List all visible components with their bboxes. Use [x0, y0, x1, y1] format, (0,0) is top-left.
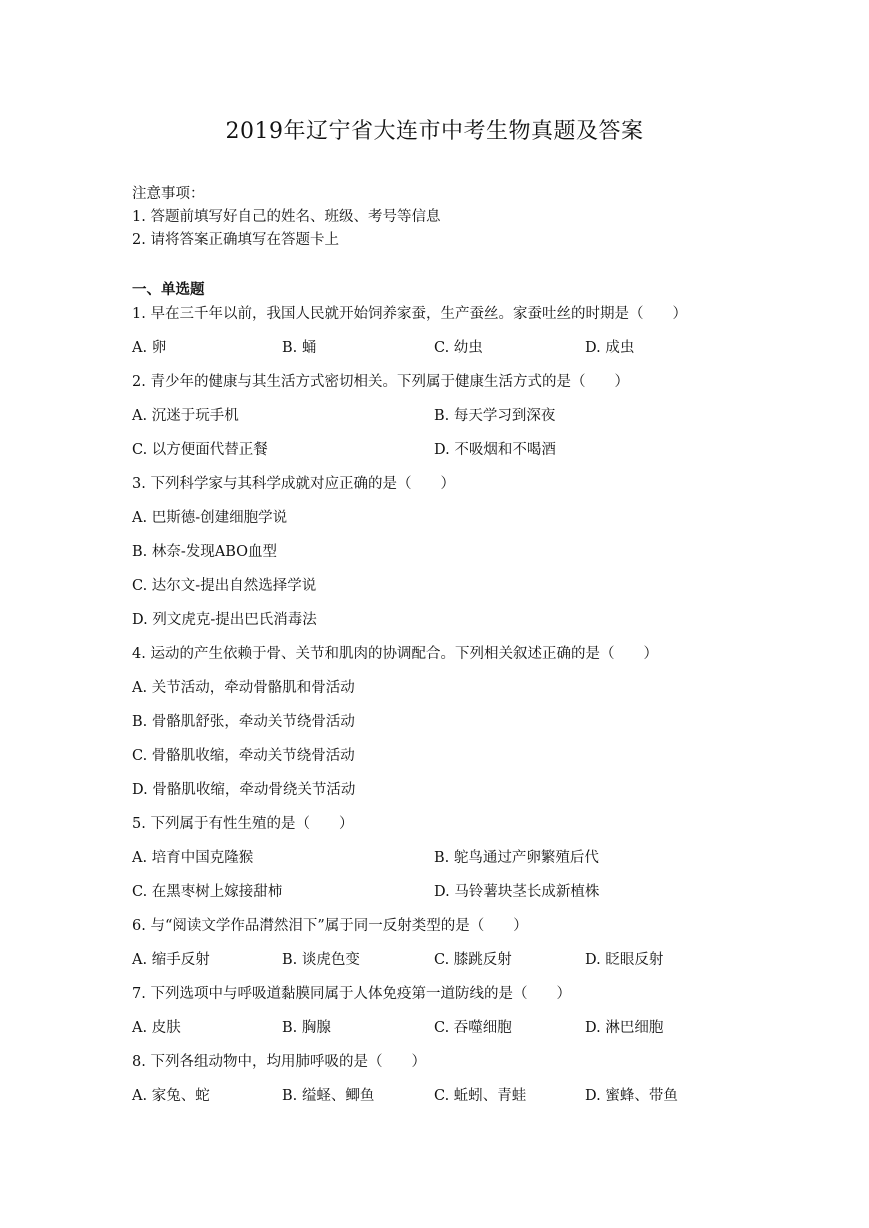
question-4-option-c: C. 骨骼肌收缩，牵动关节绕骨活动	[132, 748, 355, 764]
question-1-option-b: B. 蛹	[282, 340, 317, 356]
question-7-option-d: D. 淋巴细胞	[585, 1020, 664, 1036]
page-title: 2019年辽宁省大连市中考生物真题及答案	[225, 119, 644, 144]
question-1-option-d: D. 成虫	[585, 340, 635, 356]
question-1-stem: 1. 早在三千年以前，我国人民就开始饲养家蚕，生产蚕丝。家蚕吐丝的时期是（ ）	[132, 306, 687, 322]
question-7-stem: 7. 下列选项中与呼吸道黏膜同属于人体免疫第一道防线的是（ ）	[132, 986, 571, 1002]
question-5-options-row-2	[132, 881, 752, 915]
section-heading: 一、单选题	[132, 282, 205, 298]
question-4-stem: 4. 运动的产生依赖于骨、关节和肌肉的协调配合。下列相关叙述正确的是（ ）	[132, 646, 658, 662]
question-6-option-a: A. 缩手反射	[132, 952, 210, 968]
question-8-option-c: C. 蚯蚓、青蛙	[434, 1088, 527, 1104]
question-3-option-d: D. 列文虎克-提出巴氏消毒法	[132, 612, 317, 628]
question-1-options	[132, 337, 752, 371]
question-6-option-d: D. 眨眼反射	[585, 952, 664, 968]
question-2-option-a: A. 沉迷于玩手机	[132, 408, 239, 424]
notice-heading: 注意事项：	[132, 186, 205, 202]
question-3-stem: 3. 下列科学家与其科学成就对应正确的是（ ）	[132, 476, 455, 492]
question-2-stem: 2. 青少年的健康与其生活方式密切相关。下列属于健康生活方式的是（ ）	[132, 374, 629, 390]
question-8-option-a: A. 家兔、蛇	[132, 1088, 210, 1104]
question-3-option-b: B. 林奈-发现ABO血型	[132, 544, 278, 560]
question-7-option-c: C. 吞噬细胞	[434, 1020, 512, 1036]
question-2-options-row-2	[132, 439, 752, 473]
question-8-options	[132, 1085, 752, 1119]
question-6-option-b: B. 谈虎色变	[282, 952, 360, 968]
question-5-option-a: A. 培育中国克隆猴	[132, 850, 254, 866]
question-6-options	[132, 949, 752, 983]
question-5-option-b: B. 鸵鸟通过产卵繁殖后代	[434, 850, 599, 866]
question-4-option-b: B. 骨骼肌舒张，牵动关节绕骨活动	[132, 714, 355, 730]
question-7-option-a: A. 皮肤	[132, 1020, 181, 1036]
notice-item-1: 1. 答题前填写好自己的姓名、班级、考号等信息	[132, 209, 441, 225]
question-8-option-d: D. 蜜蜂、带鱼	[585, 1088, 678, 1104]
notice-block	[132, 183, 440, 252]
question-5-option-c: C. 在黑枣树上嫁接甜柿	[132, 884, 283, 900]
question-4-option-d: D. 骨骼肌收缩，牵动骨绕关节活动	[132, 782, 356, 798]
question-6-stem: 6. 与“阅读文学作品潸然泪下”属于同一反射类型的是（ ）	[132, 918, 528, 934]
question-2-option-c: C. 以方便面代替正餐	[132, 442, 268, 458]
question-7-options	[132, 1017, 752, 1051]
question-1-option-a: A. 卵	[132, 340, 167, 356]
question-3-option-a: A. 巴斯德-创建细胞学说	[132, 510, 288, 526]
question-7-option-b: B. 胸腺	[282, 1020, 331, 1036]
question-list	[132, 303, 752, 1119]
question-2-option-b: B. 每天学习到深夜	[434, 408, 556, 424]
question-2-option-d: D. 不吸烟和不喝酒	[434, 442, 556, 458]
question-5-options-row-1	[132, 847, 752, 881]
question-8-option-b: B. 缢蛏、鲫鱼	[282, 1088, 375, 1104]
question-8-stem: 8. 下列各组动物中，均用肺呼吸的是（ ）	[132, 1054, 426, 1070]
question-6-option-c: C. 膝跳反射	[434, 952, 512, 968]
question-3-option-c: C. 达尔文-提出自然选择学说	[132, 578, 317, 594]
notice-item-2: 2. 请将答案正确填写在答题卡上	[132, 232, 339, 248]
question-2-options-row-1	[132, 405, 752, 439]
question-1-option-c: C. 幼虫	[434, 340, 483, 356]
question-5-option-d: D. 马铃薯块茎长成新植株	[434, 884, 600, 900]
question-5-stem: 5. 下列属于有性生殖的是（ ）	[132, 816, 354, 832]
question-4-option-a: A. 关节活动，牵动骨骼肌和骨活动	[132, 680, 355, 696]
